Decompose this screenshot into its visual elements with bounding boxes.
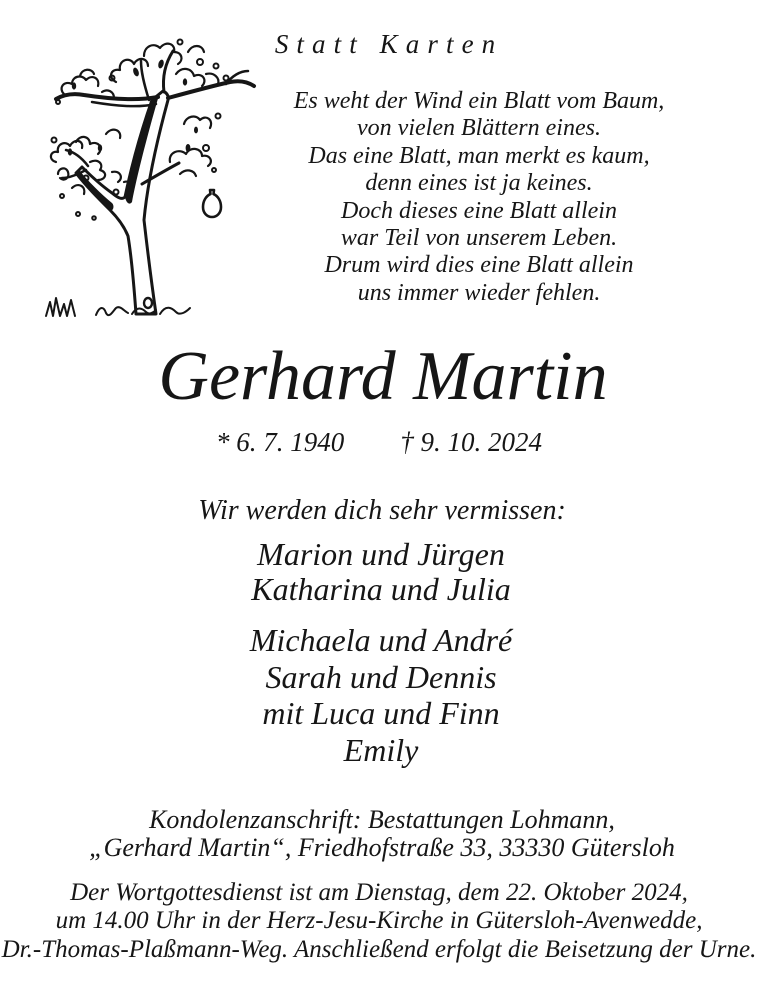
service-line: um 14.00 Uhr in der Herz-Jesu-Kirche in Gütersloh-Avenwedde, [55,907,703,935]
mourner-line: Sarah und Dennis [265,658,497,695]
mourner-line: Marion und Jürgen [257,536,505,572]
mourners-secondary [250,622,512,768]
condolence-line: Kondolenzanschrift: Bestattungen Lohmann, [149,805,615,834]
condolence-line: „Gerhard Martin“, Friedhofstraße 33, 33330 Gütersloh [89,833,675,863]
mourners-primary [251,537,511,607]
life-dates [216,429,542,456]
mourner-line: Michaela und André [249,622,513,658]
statt-karten-header: Statt Karten [274,29,504,59]
service-information [2,879,757,964]
service-line: Der Wortgottesdienst ist am Dienstag, dem 22. Oktober 2024, [70,879,688,906]
mourner-line: Emily [343,731,419,768]
mourner-line: mit Luca und Finn [262,695,500,732]
memorial-poem [294,88,665,307]
poem-line: war Teil von unserem Leben. [340,225,618,252]
condolence-address [89,806,675,863]
deceased-name: Gerhard Martin [158,338,608,415]
poem-line: Doch dieses eine Blatt allein [341,197,617,224]
poem-line: Das eine Blatt, man merkt es kaum, [308,142,650,169]
birth-date: * 6. 7. 1940 [216,427,345,457]
falling-leaf-icon [203,190,221,217]
poem-line: uns immer wieder fehlen. [357,279,601,306]
mourner-line: Katharina und Julia [251,571,511,607]
farewell-line: Wir werden dich sehr vermissen: [198,495,566,526]
poem-line: Drum wird dies eine Blatt allein [324,252,634,279]
death-date: † 9. 10. 2024 [400,427,542,457]
poem-line: Es weht der Wind ein Blatt vom Baum, [293,88,665,114]
poem-line: denn eines ist ja keines. [365,170,593,197]
poem-line: von vielen Blättern eines. [357,115,601,142]
tree-sketch-illustration [28,20,263,330]
service-line: Dr.-Thomas-Plaßmann-Weg. Anschließend erfolgt die Beisetzung der Urne. [1,935,757,963]
